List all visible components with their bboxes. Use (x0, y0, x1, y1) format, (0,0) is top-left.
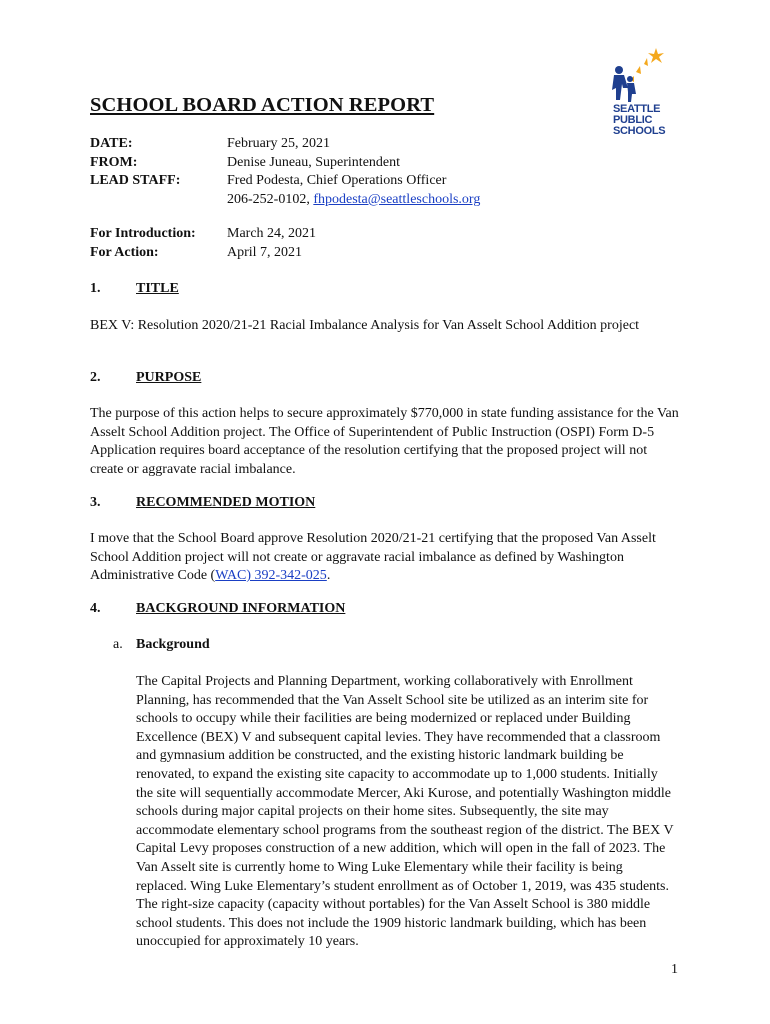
from-row (90, 154, 480, 173)
logo-line: SCHOOLS (613, 125, 666, 137)
from-label: FROM: (90, 154, 138, 170)
lead-staff-label: LEAD STAFF: (90, 173, 181, 188)
phone-number: 206-252-0102, (227, 191, 314, 207)
section-heading: RECOMMENDED MOTION (136, 495, 316, 510)
section-motion-heading (90, 495, 315, 511)
logo-line: PUBLIC (613, 114, 653, 126)
title-text: BEX V: Resolution 2020/21-21 Racial Imbalance Analysis for Van Asselt School Addition project (90, 318, 640, 333)
email-link[interactable]: fhpodesta@seattleschools.org (313, 191, 481, 207)
section-number: 2. (90, 370, 101, 385)
report-title: SCHOOL BOARD ACTION REPORT (90, 94, 435, 116)
section-number: 4. (90, 601, 101, 616)
from-value: Denise Juneau, Superintendent (227, 154, 401, 170)
section-title-heading (90, 281, 179, 297)
background-text: The Capital Projects and Planning Department, working collaboratively with Enrollment Planning, has recommended that the Van Asselt School site be utilized as an interim site for schools to occupy while their facilities are being modernized or replaced under Building Excellence (BEX) V and subsequent capital levies. They have recommended that a classroom and gymnasium addition be constructed, and the existing historic landmark building be renovated, to expand the existing site capacity to accommodate up to 1,000 students. Initially the site will sequentially accommodate Mercer, Aki Kurose, and potentially Washington middle schools during major capital projects on their home sites. Subsequently, the site may accommodate elementary school programs from the southeast region of the district. The BEX V Capital Levy proposes construction of a new addition, which will open in the fall of 2023. The Van Asselt site is currently home to Wing Luke Elementary while their facility is being replaced. Wing Luke Elementary’s student enrollment as of October 1, 2019, was 435 students. The right-size capacity (capacity without portables) for the Van Asselt School is 380 middle school students. This does not include the 1909 historic landmark building, which has been unoccupied for approximately 10 years. (136, 674, 674, 950)
subsection-letter: a. (113, 637, 123, 652)
header-meta (90, 135, 480, 209)
date-label: DATE: (90, 136, 133, 151)
lead-staff-value: Fred Podesta, Chief Operations Officer (227, 173, 447, 188)
section-heading: BACKGROUND INFORMATION (136, 601, 346, 616)
lead-staff-row (90, 172, 480, 191)
schedule-meta (90, 225, 316, 262)
page-number: 1 (671, 962, 678, 977)
subsection-title: Background (136, 637, 210, 652)
action-row (90, 244, 316, 263)
motion-text: I move that the School Board approve Resolution 2020/21-21 certifying that the proposed Van Asselt School Addition project will not create or aggravate racial imbalance as defined by Washington Administrative Code (WAC) 392-342-025. (90, 531, 656, 583)
introduction-date: March 24, 2021 (227, 226, 317, 241)
introduction-label: For Introduction: (90, 226, 196, 241)
action-label: For Action: (90, 244, 159, 260)
section-background-heading (90, 601, 345, 617)
section-purpose-heading (90, 370, 201, 386)
introduction-row (90, 225, 316, 244)
date-value: February 25, 2021 (227, 136, 331, 151)
subsection-background-heading (113, 637, 210, 653)
section-heading: PURPOSE (136, 370, 202, 385)
contact-row (90, 191, 480, 210)
section-number: 3. (90, 495, 101, 510)
logo-wordmark (613, 104, 673, 137)
date-row (90, 135, 480, 154)
section-heading: TITLE (136, 281, 179, 296)
purpose-text: The purpose of this action helps to secure approximately $770,000 in state funding assistance for the Van Asselt School Addition project. The Office of Superintendent of Public Instruction (OSPI) Form D-5 Application requires board acceptance of the resolution certifying that the proposed project will not create or aggravate racial imbalance. (90, 406, 679, 477)
action-date: April 7, 2021 (227, 244, 303, 260)
section-number: 1. (90, 281, 101, 296)
logo-line: SEATTLE (613, 103, 661, 115)
wac-link[interactable]: WAC) 392-342-025 (215, 568, 327, 583)
